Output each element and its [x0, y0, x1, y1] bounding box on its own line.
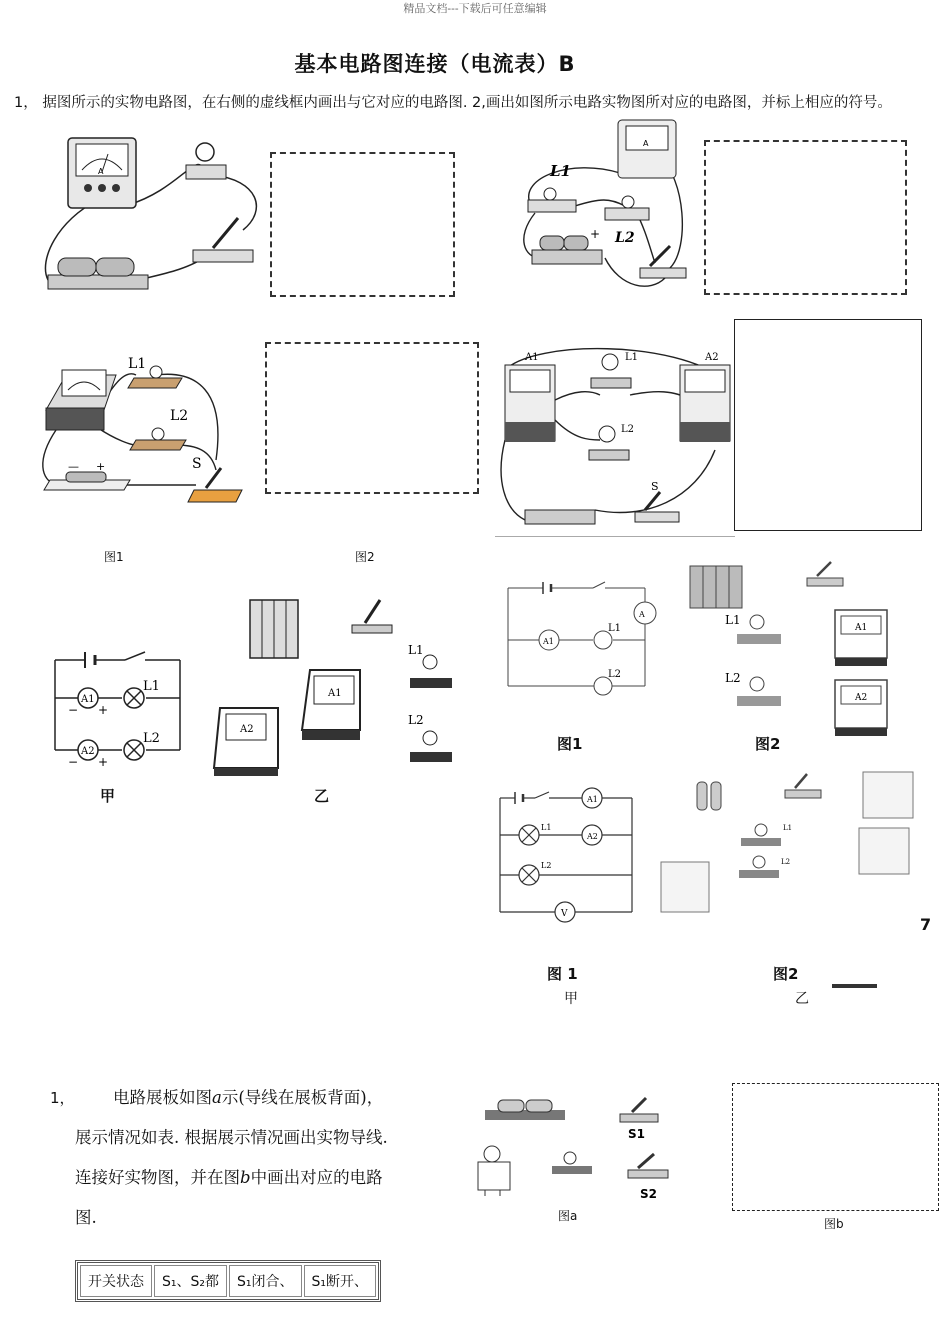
circuit-photo-3: [36, 350, 251, 510]
caption-figb: 图b: [824, 1217, 844, 1231]
caption-fig2-small: 图2: [355, 550, 375, 564]
battery-pack: [250, 600, 298, 658]
table-row: [80, 1265, 376, 1297]
svg-text:+: +: [96, 460, 106, 473]
label-l1: L1: [541, 823, 552, 832]
label-l2: L2: [143, 731, 160, 746]
switch-1: [193, 218, 253, 262]
label-a1: A1: [855, 623, 868, 633]
page-header: 精品文档---下载后可任意编辑: [403, 2, 547, 15]
label-l1: L1: [725, 613, 741, 627]
label-l2: L2: [408, 713, 424, 727]
label-l2: L2: [608, 669, 622, 680]
label-l1: L1: [143, 679, 160, 694]
label-a1: A1: [81, 694, 95, 705]
ammeter-letter: A: [98, 167, 104, 176]
answer-box-1[interactable]: [270, 152, 455, 297]
caption-yi: 乙: [314, 787, 330, 805]
answer-box-4[interactable]: [734, 319, 922, 531]
question-1: [14, 90, 929, 130]
q3-line3-b: 中画出对应的电路: [250, 1168, 383, 1187]
ammeter-a2: [214, 708, 278, 776]
circuit-photo-2: [510, 118, 700, 298]
schematic-fig1: [505, 580, 660, 690]
label-a2: A2: [81, 746, 95, 757]
svg-text:−: −: [68, 703, 79, 717]
divider: [495, 536, 735, 537]
stray-bar: [832, 984, 877, 988]
answer-box-2[interactable]: [704, 140, 907, 295]
table-cell: S₁断开、: [304, 1265, 377, 1297]
table-cell: S₁闭合、: [229, 1265, 302, 1297]
label-a1: A1: [587, 795, 598, 804]
table-cell: 开关状态: [80, 1265, 152, 1297]
svg-text:—: —: [68, 460, 79, 473]
switch-state-table: [75, 1260, 381, 1302]
components-fig2: [685, 558, 900, 738]
svg-text:−: −: [68, 755, 79, 769]
switch: [352, 600, 392, 633]
q3-line1-var: a: [212, 1088, 222, 1107]
label-a2: A2: [705, 352, 719, 363]
q3-line3-a: 连接好实物图，并在图: [75, 1168, 240, 1187]
label-l1: L1: [783, 824, 793, 832]
q3-line3-var: b: [240, 1168, 251, 1187]
schematic-fig1-lower: [497, 790, 642, 920]
caption-yi2: 乙: [795, 991, 809, 1007]
label-l1: L1: [408, 643, 424, 657]
ammeter-letter: A: [643, 139, 649, 148]
caption-figa: 图a: [558, 1209, 578, 1223]
label-a1: A1: [543, 637, 554, 646]
caption-fig1b: 图 1: [547, 965, 578, 983]
table-cell: S₁、S₂都: [154, 1265, 227, 1297]
q3-line1-a: 电路展板如图: [113, 1088, 212, 1107]
ammeter-a1: [505, 365, 555, 442]
label-a2: A2: [587, 832, 598, 841]
label-l2: L2: [541, 861, 552, 870]
q3-line1-b: 示(导线在展板背面)，: [221, 1088, 384, 1107]
battery-1: [48, 258, 148, 289]
svg-text:+: +: [590, 227, 601, 241]
label-v: V: [561, 909, 568, 919]
label-l1: L1: [608, 623, 622, 634]
caption-jia: 甲: [100, 787, 116, 805]
caption-fig2: 图2: [755, 735, 781, 753]
ammeter-a2: [680, 365, 730, 442]
label-l1: L1: [550, 162, 571, 180]
label-l2: L2: [170, 408, 189, 424]
q3-line2: 展示情况如表. 根据展示情况画出实物导线.: [75, 1128, 388, 1147]
answer-box-b[interactable]: [732, 1083, 939, 1211]
ammeter-2: [618, 120, 676, 178]
label-l1: L1: [625, 352, 639, 363]
components-fig2-lower: [655, 770, 925, 920]
label-l2: L2: [621, 424, 635, 435]
label-l1: L1: [128, 356, 147, 372]
circuit-photo-1: [38, 130, 268, 300]
ammeter-3: [46, 370, 116, 430]
caption-fig2b: 图2: [773, 965, 799, 983]
label-a1: A1: [328, 688, 342, 699]
caption-fig1-small: 图1: [104, 550, 124, 564]
page-title: 基本电路图连接（电流表）B: [294, 52, 576, 76]
label-a2: A2: [855, 693, 868, 703]
q3-line4: 图.: [75, 1208, 97, 1227]
label-l2: L2: [781, 858, 791, 866]
schematic-jia: [50, 650, 190, 770]
svg-text:+: +: [98, 755, 109, 769]
label-s1: S1: [628, 1127, 645, 1141]
label-s: S: [651, 480, 659, 493]
question-number: 1，: [14, 95, 38, 111]
label-s: S: [192, 456, 202, 472]
question-3: [50, 1078, 440, 1238]
answer-box-3[interactable]: [265, 342, 479, 494]
label-a1: A1: [525, 352, 539, 363]
label-l2: L2: [615, 230, 635, 246]
ammeter-a1: [302, 670, 360, 740]
components-yi: [210, 590, 470, 780]
label-a2: A2: [240, 724, 254, 735]
question-text: 据图所示的实物电路图，在右侧的虚线框内画出与它对应的电路图. 2,画出如图所示电路实物图所对应的电路图，并标上相应的符号。: [42, 95, 892, 111]
label-l2: L2: [725, 671, 741, 685]
svg-text:+: +: [98, 703, 109, 717]
stray-mark: 7: [920, 915, 932, 934]
caption-fig1: 图1: [557, 735, 583, 753]
figure-a: [470, 1090, 685, 1225]
bulb-1: [186, 143, 226, 179]
question-number: 1，: [50, 1089, 75, 1107]
label-a: A: [639, 610, 645, 619]
ammeter-1: [68, 138, 136, 208]
label-s2: S2: [640, 1187, 657, 1201]
circuit-photo-4: [495, 340, 730, 530]
caption-jia2: 甲: [564, 991, 578, 1007]
